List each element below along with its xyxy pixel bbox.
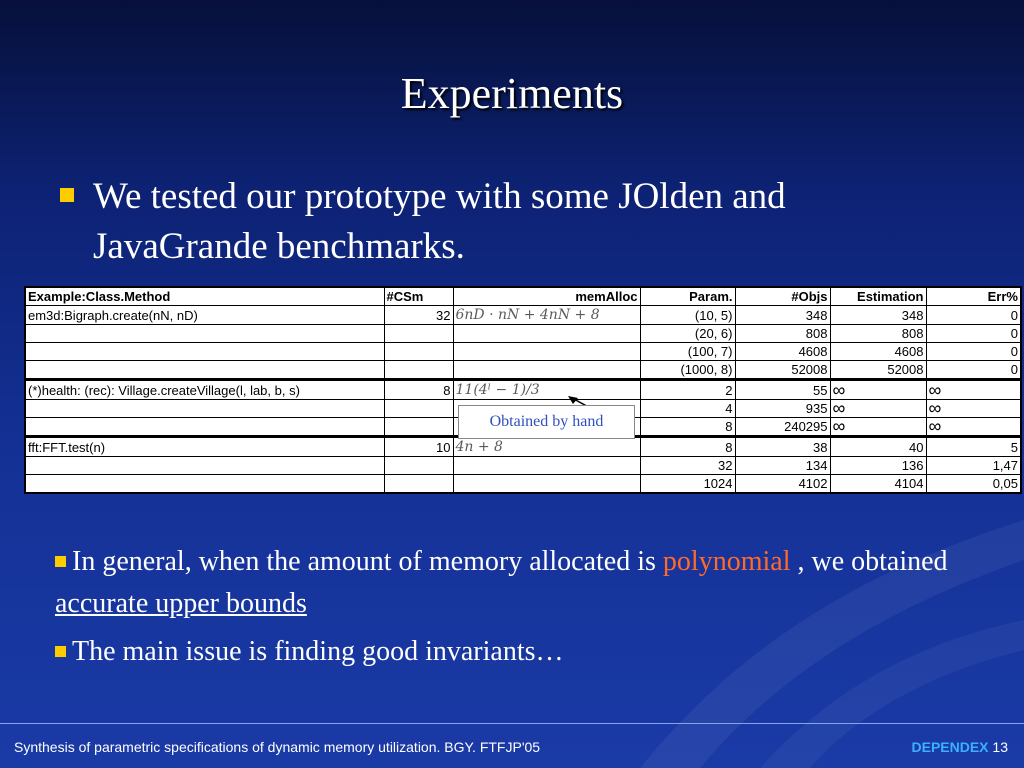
table-header-cell: Err% (926, 287, 1021, 306)
table-header-row (25, 287, 1021, 306)
table-cell: ∞ (926, 418, 1021, 437)
table-cell: 0 (926, 306, 1021, 325)
table-cell: em3d:Bigraph.create(nN, nD) (25, 306, 384, 325)
table-cell: ∞ (830, 418, 926, 437)
general-bullet (55, 541, 1005, 625)
table-header-cell: #CSm (384, 287, 453, 306)
table-cell (25, 325, 384, 343)
table-cell: 348 (830, 306, 926, 325)
table-cell (453, 457, 640, 475)
table-cell (25, 361, 384, 380)
table-cell: 5 (926, 437, 1021, 457)
table-cell: 348 (735, 306, 830, 325)
page-number: 13 (992, 739, 1008, 755)
footer-divider (0, 723, 1024, 724)
table-cell: 4608 (830, 343, 926, 361)
table-header-cell: Estimation (830, 287, 926, 306)
formula-text: 6nD · nN + 4nN + 8 (455, 307, 600, 323)
table-row (25, 457, 1021, 475)
bullet-square-icon (55, 646, 66, 657)
table-row (25, 361, 1021, 380)
table-cell: 4 (640, 400, 735, 418)
table-row (25, 475, 1021, 494)
table-cell: 32 (640, 457, 735, 475)
intro-text: We tested our prototype with some JOlden and JavaGrande benchmarks. (93, 176, 786, 267)
table-cell (453, 361, 640, 380)
table-cell (453, 475, 640, 494)
table-cell: ∞ (830, 400, 926, 418)
table-cell: 808 (830, 325, 926, 343)
accurate-bounds-link[interactable]: accurate upper bounds (55, 588, 307, 619)
table-cell (453, 325, 640, 343)
formula-text: 11(4ˡ − 1)/3 (455, 382, 540, 398)
table-row (25, 325, 1021, 343)
bullet-square-icon (55, 556, 66, 567)
table-cell: (1000, 8) (640, 361, 735, 380)
table-cell: (20, 6) (640, 325, 735, 343)
table-cell: ∞ (926, 400, 1021, 418)
table-header-cell: Example:Class.Method (25, 287, 384, 306)
table-cell: 134 (735, 457, 830, 475)
table-cell: (100, 7) (640, 343, 735, 361)
table-row (25, 306, 1021, 325)
table-cell: fft:FFT.test(n) (25, 437, 384, 457)
invariants-text: The main issue is finding good invariants… (72, 636, 564, 667)
table-cell: 8 (384, 380, 453, 400)
table-cell: 4608 (735, 343, 830, 361)
table-row (25, 380, 1021, 400)
table-cell (453, 306, 640, 325)
table-cell (25, 457, 384, 475)
table-cell: 38 (735, 437, 830, 457)
general-mid: , we obtained (790, 546, 948, 577)
table-cell: 2 (640, 380, 735, 400)
table-cell: ∞ (926, 380, 1021, 400)
bullet-square-icon (60, 188, 74, 202)
table-header-cell: memAlloc (453, 287, 640, 306)
table-cell: 0 (926, 325, 1021, 343)
table-header-cell: #Objs (735, 287, 830, 306)
table-cell: 55 (735, 380, 830, 400)
table-cell: 4104 (830, 475, 926, 494)
table-cell (384, 343, 453, 361)
table-cell (453, 437, 640, 457)
slide-title: Experiments (400, 69, 624, 118)
intro-bullet (60, 172, 960, 272)
results-table (24, 286, 1022, 494)
table-cell: ∞ (830, 380, 926, 400)
footer-brand-page (912, 739, 1009, 755)
table-cell: 136 (830, 457, 926, 475)
general-text: In general, when the amount of memory allocated is (72, 546, 663, 577)
table-cell: 40 (830, 437, 926, 457)
table-cell: 52008 (830, 361, 926, 380)
table-cell: 32 (384, 306, 453, 325)
table-cell (25, 418, 384, 437)
table-cell: 8 (640, 437, 735, 457)
table-cell: 935 (735, 400, 830, 418)
table-cell (384, 475, 453, 494)
callout-note: Obtained by hand (458, 405, 635, 439)
table-cell (25, 400, 384, 418)
table-cell: 52008 (735, 361, 830, 380)
table-cell: (10, 5) (640, 306, 735, 325)
table-cell: (*)health: (rec): Village.createVillage(l, lab, b, s) (25, 380, 384, 400)
table-cell: 4102 (735, 475, 830, 494)
table-cell: 0 (926, 343, 1021, 361)
table-cell: 8 (640, 418, 735, 437)
table-cell (384, 418, 453, 437)
table-cell: 0,05 (926, 475, 1021, 494)
brand-label: DEPENDEX (911, 739, 989, 755)
table-cell (25, 343, 384, 361)
table-header-cell: Param. (640, 287, 735, 306)
table-cell (384, 457, 453, 475)
table-cell (453, 343, 640, 361)
table-cell: 240295 (735, 418, 830, 437)
invariants-bullet (55, 631, 1005, 673)
footer-citation: Synthesis of parametric specifications of dynamic memory utilization. BGY. FTFJP'05 (14, 739, 541, 755)
table-cell: 10 (384, 437, 453, 457)
table-cell (25, 475, 384, 494)
table-cell: 808 (735, 325, 830, 343)
formula-text: 4n + 8 (455, 439, 503, 455)
table-cell (384, 400, 453, 418)
table-cell: 0 (926, 361, 1021, 380)
table-row (25, 343, 1021, 361)
table-cell: 1024 (640, 475, 735, 494)
table-cell: 1,47 (926, 457, 1021, 475)
table-cell (384, 361, 453, 380)
polynomial-highlight: polynomial (662, 546, 791, 577)
table-cell (384, 325, 453, 343)
table-row (25, 437, 1021, 457)
